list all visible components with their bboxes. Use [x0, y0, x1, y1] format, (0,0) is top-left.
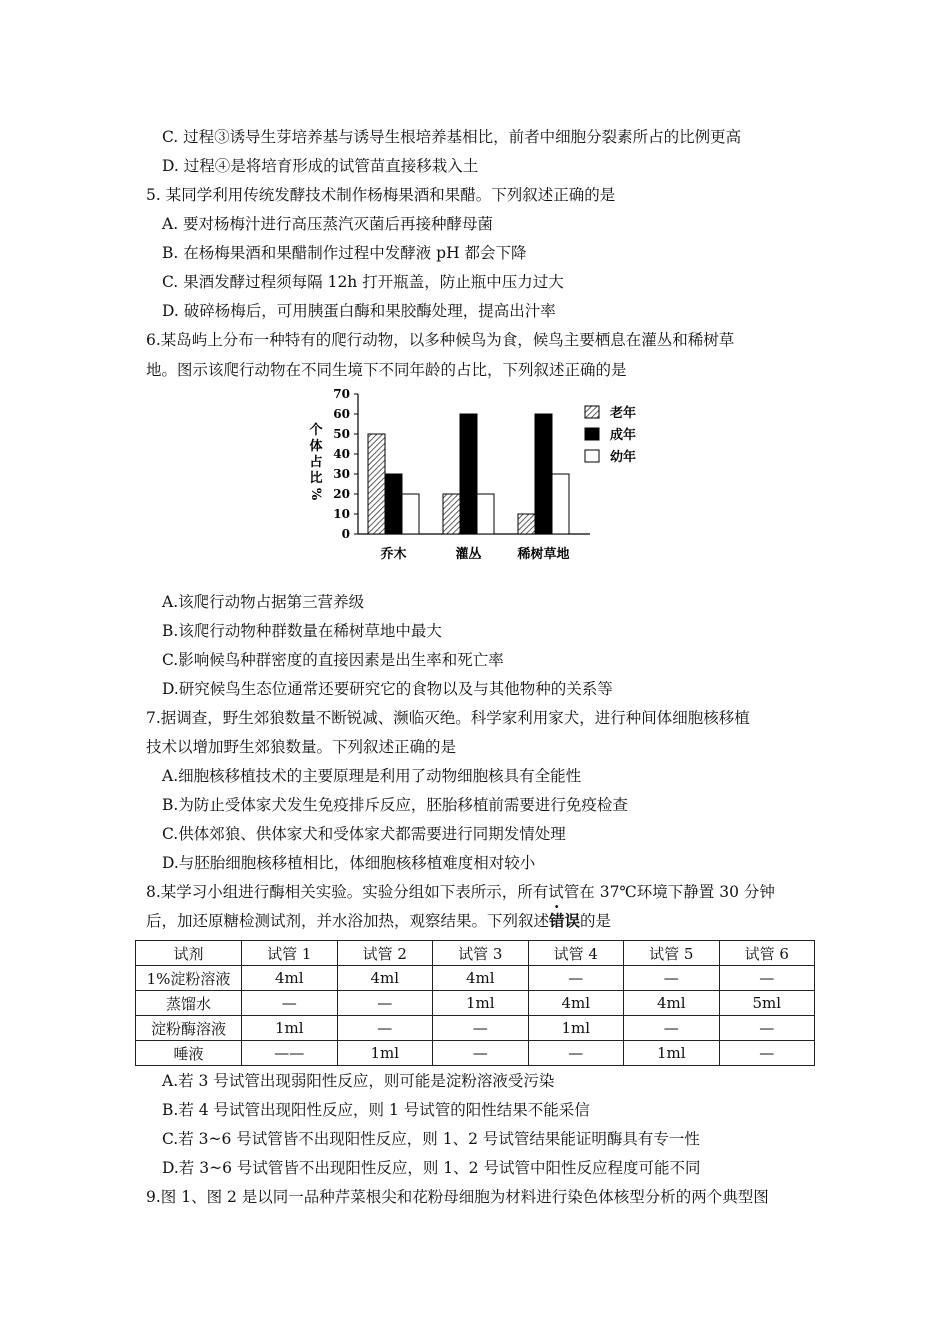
q8-stem-line2 [146, 911, 611, 931]
q7-option-d: D.与胚胎细胞核移植相比，体细胞核移植难度相对较小 [162, 854, 536, 872]
q8-stem-line1: 8.某学习小组进行酶相关实验。实验分组如下表所示，所有试管在 37℃环境下静置 30 分钟 [146, 883, 775, 901]
bar-幼年-灌丛 [477, 494, 494, 534]
bar-成年-乔木 [385, 474, 402, 534]
bar-幼年-乔木 [402, 494, 419, 534]
q8-stem-text: 后，加还原糖检测试剂，并水浴加热，观察结果。下列叙述 [146, 912, 550, 930]
y-axis-ticks [333, 387, 358, 541]
legend-swatch [585, 428, 599, 440]
y-tick-label: 50 [333, 427, 350, 441]
x-axis-categories [379, 546, 569, 562]
legend-swatch [585, 406, 599, 418]
table-cell: 5ml [719, 991, 815, 1016]
table-header-cell: 试管 4 [528, 941, 624, 966]
x-category-label: 乔木 [380, 547, 407, 562]
y-tick-label: 60 [333, 407, 350, 421]
bar-老年-乔木 [368, 434, 385, 534]
y-label-char: 体 [309, 439, 323, 454]
y-label-char: 占 [309, 455, 323, 470]
y-tick-label: 0 [341, 527, 350, 541]
bar-幼年-稀树草地 [552, 474, 569, 534]
table-cell: 1%淀粉溶液 [136, 966, 242, 991]
table-row [136, 991, 815, 1016]
q8-emphasis-wrong: 错误 [549, 911, 581, 930]
q8-stem-tail: 的是 [580, 912, 612, 930]
table-header-cell: 试管 3 [433, 941, 529, 966]
y-label-char: % [308, 487, 323, 501]
table-cell: —— [242, 1041, 338, 1066]
table-cell: — [719, 1041, 815, 1066]
table-cell: 1ml [528, 1016, 624, 1041]
q8-option-c: C.若 3~6 号试管皆不出现阳性反应，则 1、2 号试管结果能证明酶具有专一性 [162, 1130, 700, 1148]
table-header-cell: 试剂 [136, 941, 242, 966]
table-cell: — [624, 966, 720, 991]
table-cell: — [528, 966, 624, 991]
bar-老年-稀树草地 [518, 514, 535, 534]
table-cell: — [337, 1016, 433, 1041]
table-row [136, 1041, 815, 1066]
q5-option-b: B. 在杨梅果酒和果醋制作过程中发酵液 pH 都会下降 [162, 244, 527, 262]
bar-成年-灌丛 [460, 414, 477, 534]
age-structure-bar-chart [300, 386, 660, 576]
table-header-cell: 试管 6 [719, 941, 815, 966]
q8-option-b: B.若 4 号试管出现阳性反应，则 1 号试管的阳性结果不能采信 [162, 1101, 590, 1119]
table-cell: 4ml [433, 966, 529, 991]
q6-option-b: B.该爬行动物种群数量在稀树草地中最大 [162, 622, 442, 640]
x-category-label: 灌丛 [455, 547, 482, 562]
y-label-char: 个 [309, 423, 323, 438]
y-tick-label: 30 [333, 467, 350, 481]
table-cell: 4ml [624, 991, 720, 1016]
table-cell: — [433, 1016, 529, 1041]
table-cell: 4ml [337, 966, 433, 991]
table-header-cell: 试管 1 [242, 941, 338, 966]
q7-stem-line2: 技术以增加野生郊狼数量。下列叙述正确的是 [146, 738, 457, 756]
table-cell: — [528, 1041, 624, 1066]
q4-option-d: D. 过程④是将培育形成的试管苗直接移栽入土 [162, 157, 479, 175]
table-row [136, 966, 815, 991]
table-cell: — [719, 1016, 815, 1041]
q5-option-c: C. 果酒发酵过程须每隔 12h 打开瓶盖，防止瓶中压力过大 [162, 273, 564, 291]
q5-option-a: A. 要对杨梅汁进行高压蒸汽灭菌后再接种酵母菌 [162, 215, 494, 233]
table-cell: 4ml [242, 966, 338, 991]
bar-成年-稀树草地 [535, 414, 552, 534]
table-cell: 4ml [528, 991, 624, 1016]
table-cell: 蒸馏水 [136, 991, 242, 1016]
legend [585, 405, 636, 465]
table-header-cell: 试管 5 [624, 941, 720, 966]
q7-option-b: B.为防止受体家犬发生免疫排斥反应，胚胎移植前需要进行免疫检查 [162, 796, 628, 814]
table-cell: 1ml [433, 991, 529, 1016]
y-tick-label: 20 [333, 487, 350, 501]
table-cell: 1ml [624, 1041, 720, 1066]
table-cell: — [242, 991, 338, 1016]
bar-老年-灌丛 [443, 494, 460, 534]
q9-stem-line1: 9.图 1、图 2 是以同一品种芹菜根尖和花粉母细胞为材料进行染色体核型分析的两个典型图 [146, 1188, 769, 1206]
table-cell: 1ml [337, 1041, 433, 1066]
experiment-table [135, 940, 815, 1066]
legend-label: 老年 [610, 406, 637, 421]
y-label-char: 比 [309, 471, 323, 486]
q7-option-c: C.供体郊狼、供体家犬和受体家犬都需要进行同期发情处理 [162, 825, 566, 843]
y-tick-label: 70 [333, 387, 350, 401]
table-cell: — [624, 1016, 720, 1041]
q6-option-d: D.研究候鸟生态位通常还要研究它的食物以及与其他物种的关系等 [162, 680, 613, 698]
q4-option-c: C. 过程③诱导生芽培养基与诱导生根培养基相比，前者中细胞分裂素所占的比例更高 [162, 128, 742, 146]
legend-swatch [585, 450, 599, 462]
table-cell: 1ml [242, 1016, 338, 1041]
q5-option-d: D. 破碎杨梅后，可用胰蛋白酶和果胶酶处理，提高出汁率 [162, 302, 556, 320]
q8-option-a: A.若 3 号试管出现弱阳性反应，则可能是淀粉溶液受污染 [162, 1072, 555, 1090]
table-header-row [136, 941, 815, 966]
y-axis-label [308, 422, 323, 501]
table-cell: — [337, 991, 433, 1016]
legend-label: 成年 [610, 428, 637, 443]
y-tick-label: 10 [333, 507, 350, 521]
q6-stem-line2: 地。图示该爬行动物在不同生境下不同年龄的占比，下列叙述正确的是 [146, 361, 627, 379]
bars [368, 414, 569, 534]
legend-label: 幼年 [610, 450, 637, 465]
table-cell: — [433, 1041, 529, 1066]
table-header-cell: 试管 2 [337, 941, 433, 966]
x-category-label: 稀树草地 [517, 547, 570, 562]
q8-option-d: D.若 3~6 号试管皆不出现阳性反应，则 1、2 号试管中阳性反应程度可能不同 [162, 1159, 701, 1177]
q5-stem: 5. 某同学利用传统发酵技术制作杨梅果酒和果醋。下列叙述正确的是 [146, 186, 616, 204]
y-tick-label: 40 [333, 447, 350, 461]
table-cell: 淀粉酶溶液 [136, 1016, 242, 1041]
q6-stem-line1: 6.某岛屿上分布一种特有的爬行动物，以多种候鸟为食，候鸟主要栖息在灌丛和稀树草 [146, 331, 735, 349]
table-row [136, 1016, 815, 1041]
q6-option-c: C.影响候鸟种群密度的直接因素是出生率和死亡率 [162, 651, 504, 669]
table-cell: — [719, 966, 815, 991]
q6-option-a: A.该爬行动物占据第三营养级 [162, 593, 365, 611]
table-cell: 唾液 [136, 1041, 242, 1066]
q7-option-a: A.细胞核移植技术的主要原理是利用了动物细胞核具有全能性 [162, 767, 582, 785]
q7-stem-line1: 7.据调查，野生郊狼数量不断锐减、濒临灭绝。科学家利用家犬，进行种间体细胞核移植 [146, 709, 750, 727]
